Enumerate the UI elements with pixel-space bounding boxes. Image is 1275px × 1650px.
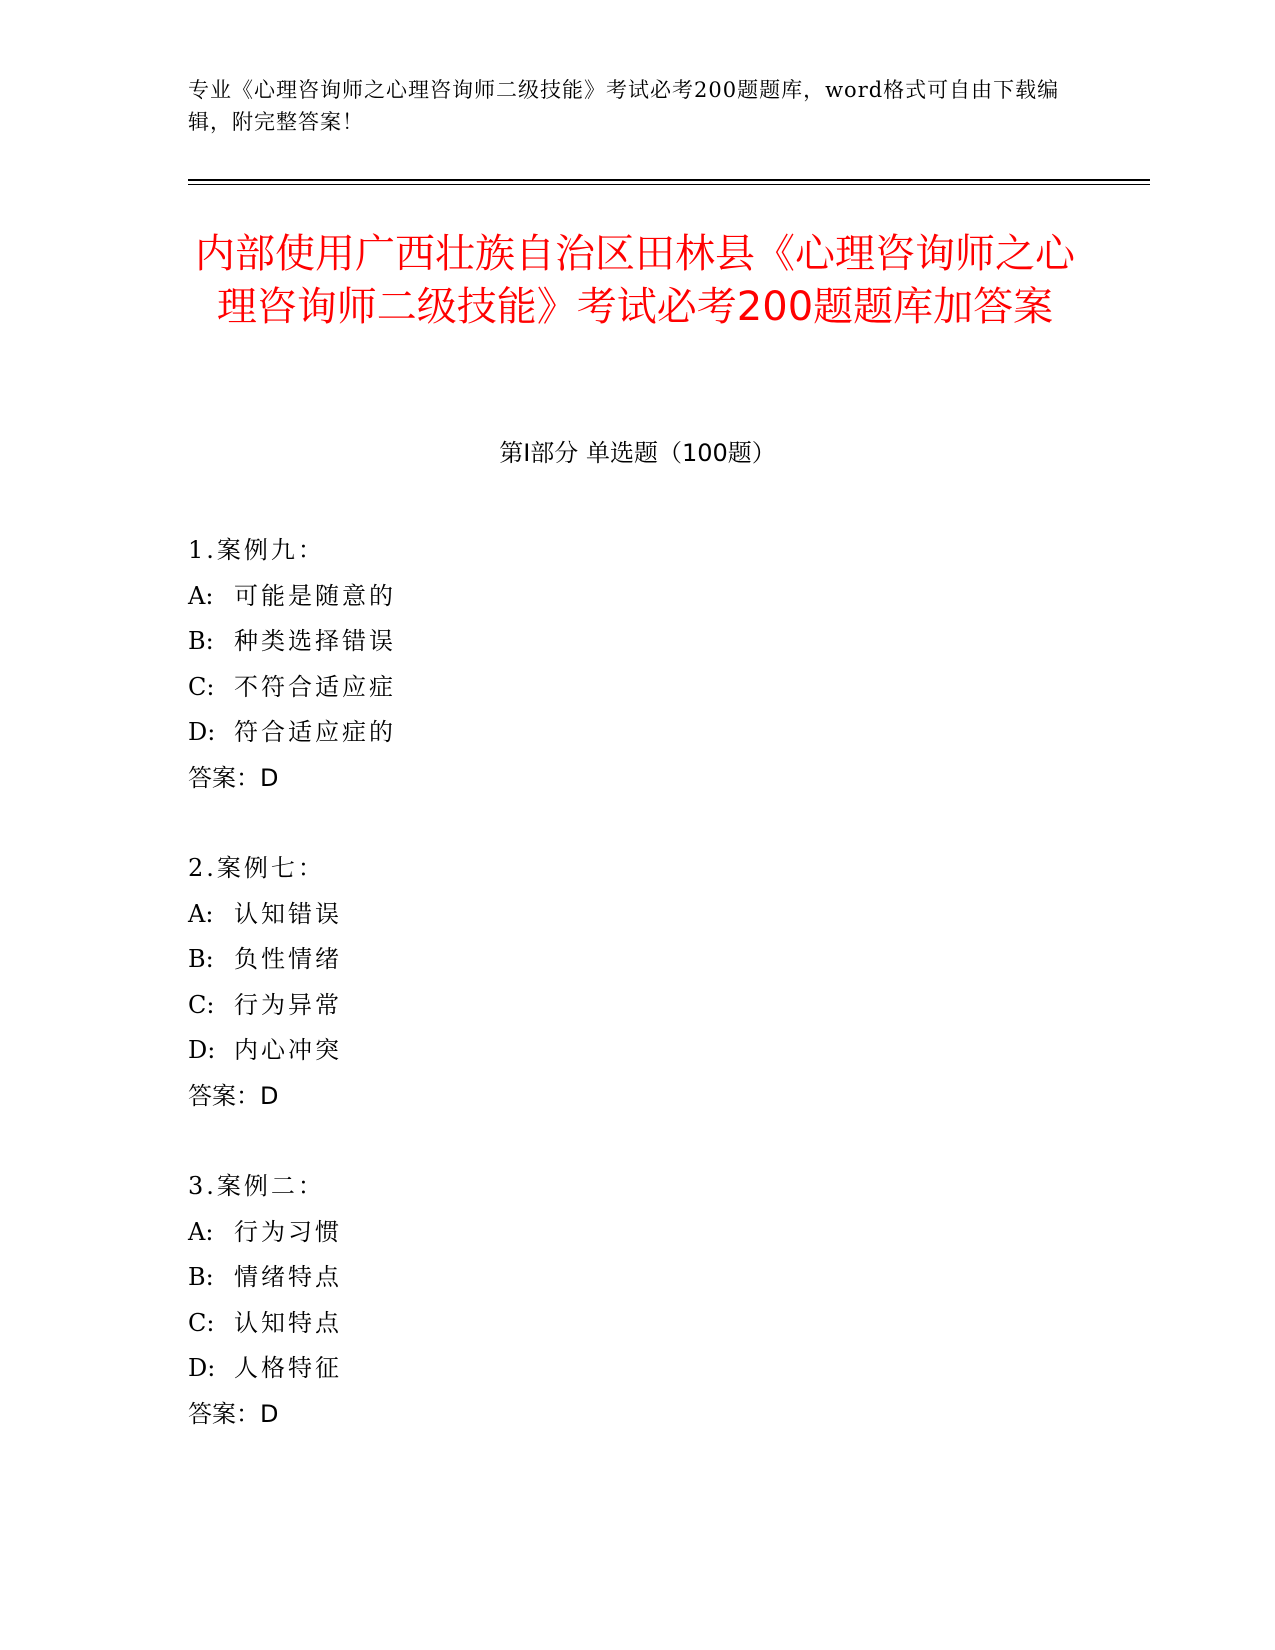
section-heading: 第Ⅰ部分 单选题（100题） bbox=[499, 439, 776, 467]
option-text: 不符合适应症 bbox=[234, 672, 396, 701]
option-letter: A: bbox=[188, 899, 214, 928]
option-b bbox=[188, 619, 1088, 665]
option-letter: B: bbox=[188, 1263, 214, 1291]
option-text: 认知特点 bbox=[234, 1308, 342, 1337]
option-text: 人格特征 bbox=[234, 1354, 342, 1382]
option-text: 行为异常 bbox=[234, 990, 342, 1019]
question-2 bbox=[188, 846, 1088, 1119]
option-text: 符合适应症的 bbox=[234, 718, 396, 746]
question-3 bbox=[188, 1164, 1088, 1437]
option-text: 种类选择错误 bbox=[234, 627, 396, 655]
option-text: 内心冲突 bbox=[234, 1036, 342, 1064]
option-letter: D: bbox=[188, 718, 216, 746]
document-title: 内部使用广西壮族自治区田林县《心理咨询师之心理咨询师二级技能》考试必考200题题库加答案 bbox=[195, 231, 1075, 330]
option-d bbox=[188, 710, 1088, 756]
answer: 答案：D bbox=[188, 763, 279, 792]
option-letter: C: bbox=[188, 990, 215, 1019]
option-a bbox=[188, 892, 1088, 938]
header-rule-thick bbox=[188, 179, 1150, 181]
option-letter: B: bbox=[188, 627, 214, 655]
question-stem: 1.案例九： bbox=[188, 536, 325, 564]
option-letter: D: bbox=[188, 1354, 216, 1382]
option-text: 负性情绪 bbox=[234, 945, 342, 973]
option-letter: A: bbox=[188, 1217, 214, 1246]
option-a bbox=[188, 1210, 1088, 1256]
question-list bbox=[188, 528, 1088, 1482]
option-letter: C: bbox=[188, 1308, 215, 1337]
option-c bbox=[188, 1301, 1088, 1347]
option-b bbox=[188, 937, 1088, 983]
header-note: 专业《心理咨询师之心理咨询师二级技能》考试必考200题题库，word格式可自由下载编辑，附完整答案！ bbox=[188, 78, 1060, 134]
question-stem: 3.案例二： bbox=[188, 1172, 325, 1200]
question-1 bbox=[188, 528, 1088, 801]
option-text: 认知错误 bbox=[234, 899, 342, 928]
option-d bbox=[188, 1346, 1088, 1392]
answer: 答案：D bbox=[188, 1399, 279, 1428]
option-letter: C: bbox=[188, 672, 215, 701]
option-b bbox=[188, 1255, 1088, 1301]
option-d bbox=[188, 1028, 1088, 1074]
answer: 答案：D bbox=[188, 1081, 279, 1110]
option-c bbox=[188, 983, 1088, 1029]
option-a bbox=[188, 574, 1088, 620]
option-letter: D: bbox=[188, 1036, 216, 1064]
option-c bbox=[188, 665, 1088, 711]
option-text: 可能是随意的 bbox=[234, 581, 396, 610]
header-rule-thin bbox=[188, 184, 1150, 185]
option-letter: A: bbox=[188, 581, 214, 610]
option-letter: B: bbox=[188, 945, 214, 973]
option-text: 行为习惯 bbox=[234, 1217, 342, 1246]
option-text: 情绪特点 bbox=[234, 1263, 342, 1291]
question-stem: 2.案例七： bbox=[188, 854, 325, 882]
